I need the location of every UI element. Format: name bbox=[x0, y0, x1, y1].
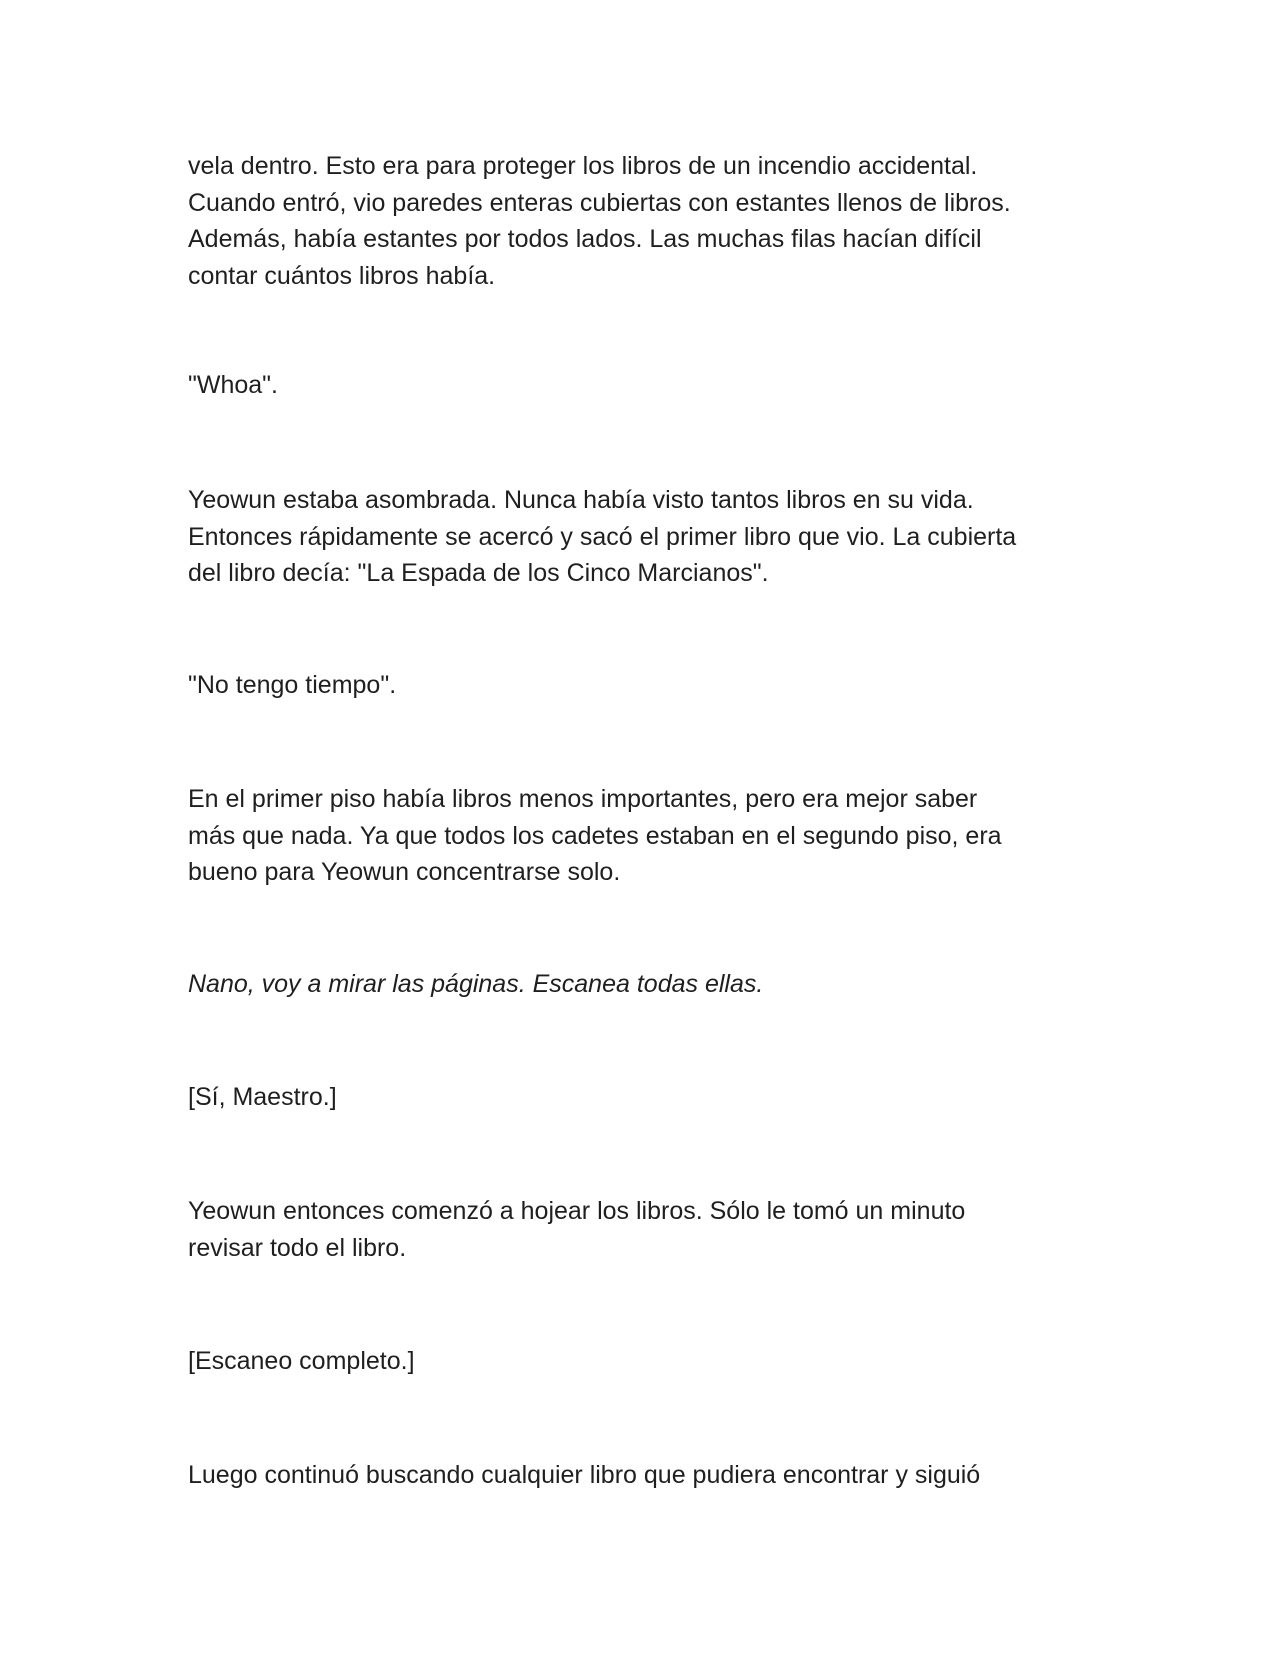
text-line: Yeowun entonces comenzó a hojear los libros. Sólo le tomó un minuto bbox=[188, 1197, 966, 1225]
text-line: revisar todo el libro. bbox=[188, 1233, 407, 1262]
text-line: vela dentro. Esto era para proteger los libros de un incendio accidental. bbox=[188, 152, 978, 180]
text-line: [Escaneo completo.] bbox=[188, 1347, 415, 1375]
text-line: Luego continuó buscando cualquier libro que pudiera encontrar y siguió bbox=[188, 1461, 981, 1489]
text-line: "Whoa". bbox=[188, 371, 279, 399]
paragraph-whoa bbox=[188, 367, 1098, 404]
text-line: del libro decía: "La Espada de los Cinco Marcianos". bbox=[188, 559, 769, 587]
paragraph-library-description bbox=[188, 148, 1098, 294]
text-line: Nano, voy a mirar las páginas. Escanea todas ellas. bbox=[188, 970, 764, 998]
text-line: En el primer piso había libros menos importantes, pero era mejor saber bbox=[188, 785, 978, 813]
paragraph-yeowun-amazed bbox=[188, 482, 1098, 592]
text-line: "No tengo tiempo". bbox=[188, 671, 397, 699]
paragraph-first-floor bbox=[188, 781, 1098, 891]
paragraph-skimming bbox=[188, 1193, 1098, 1266]
text-line: Yeowun estaba asombrada. Nunca había visto tantos libros en su vida. bbox=[188, 486, 974, 514]
text-line: más que nada. Ya que todos los cadetes estaban en el segundo piso, era bbox=[188, 821, 1002, 850]
paragraph-scan-complete bbox=[188, 1343, 1098, 1380]
paragraph-yes-master bbox=[188, 1079, 1098, 1116]
paragraph-no-time bbox=[188, 667, 1098, 704]
text-line: Entonces rápidamente se acercó y sacó el primer libro que vio. La cubierta bbox=[188, 522, 1017, 551]
text-line: contar cuántos libros había. bbox=[188, 261, 496, 290]
paragraph-continued bbox=[188, 1457, 1098, 1494]
paragraph-nano-instruction bbox=[188, 966, 1098, 1003]
text-line: Además, había estantes por todos lados. Las muchas filas hacían difícil bbox=[188, 225, 982, 253]
text-line: bueno para Yeowun concentrarse solo. bbox=[188, 858, 621, 886]
text-line: Cuando entró, vio paredes enteras cubiertas con estantes llenos de libros. bbox=[188, 188, 1011, 217]
text-line: [Sí, Maestro.] bbox=[188, 1083, 337, 1111]
